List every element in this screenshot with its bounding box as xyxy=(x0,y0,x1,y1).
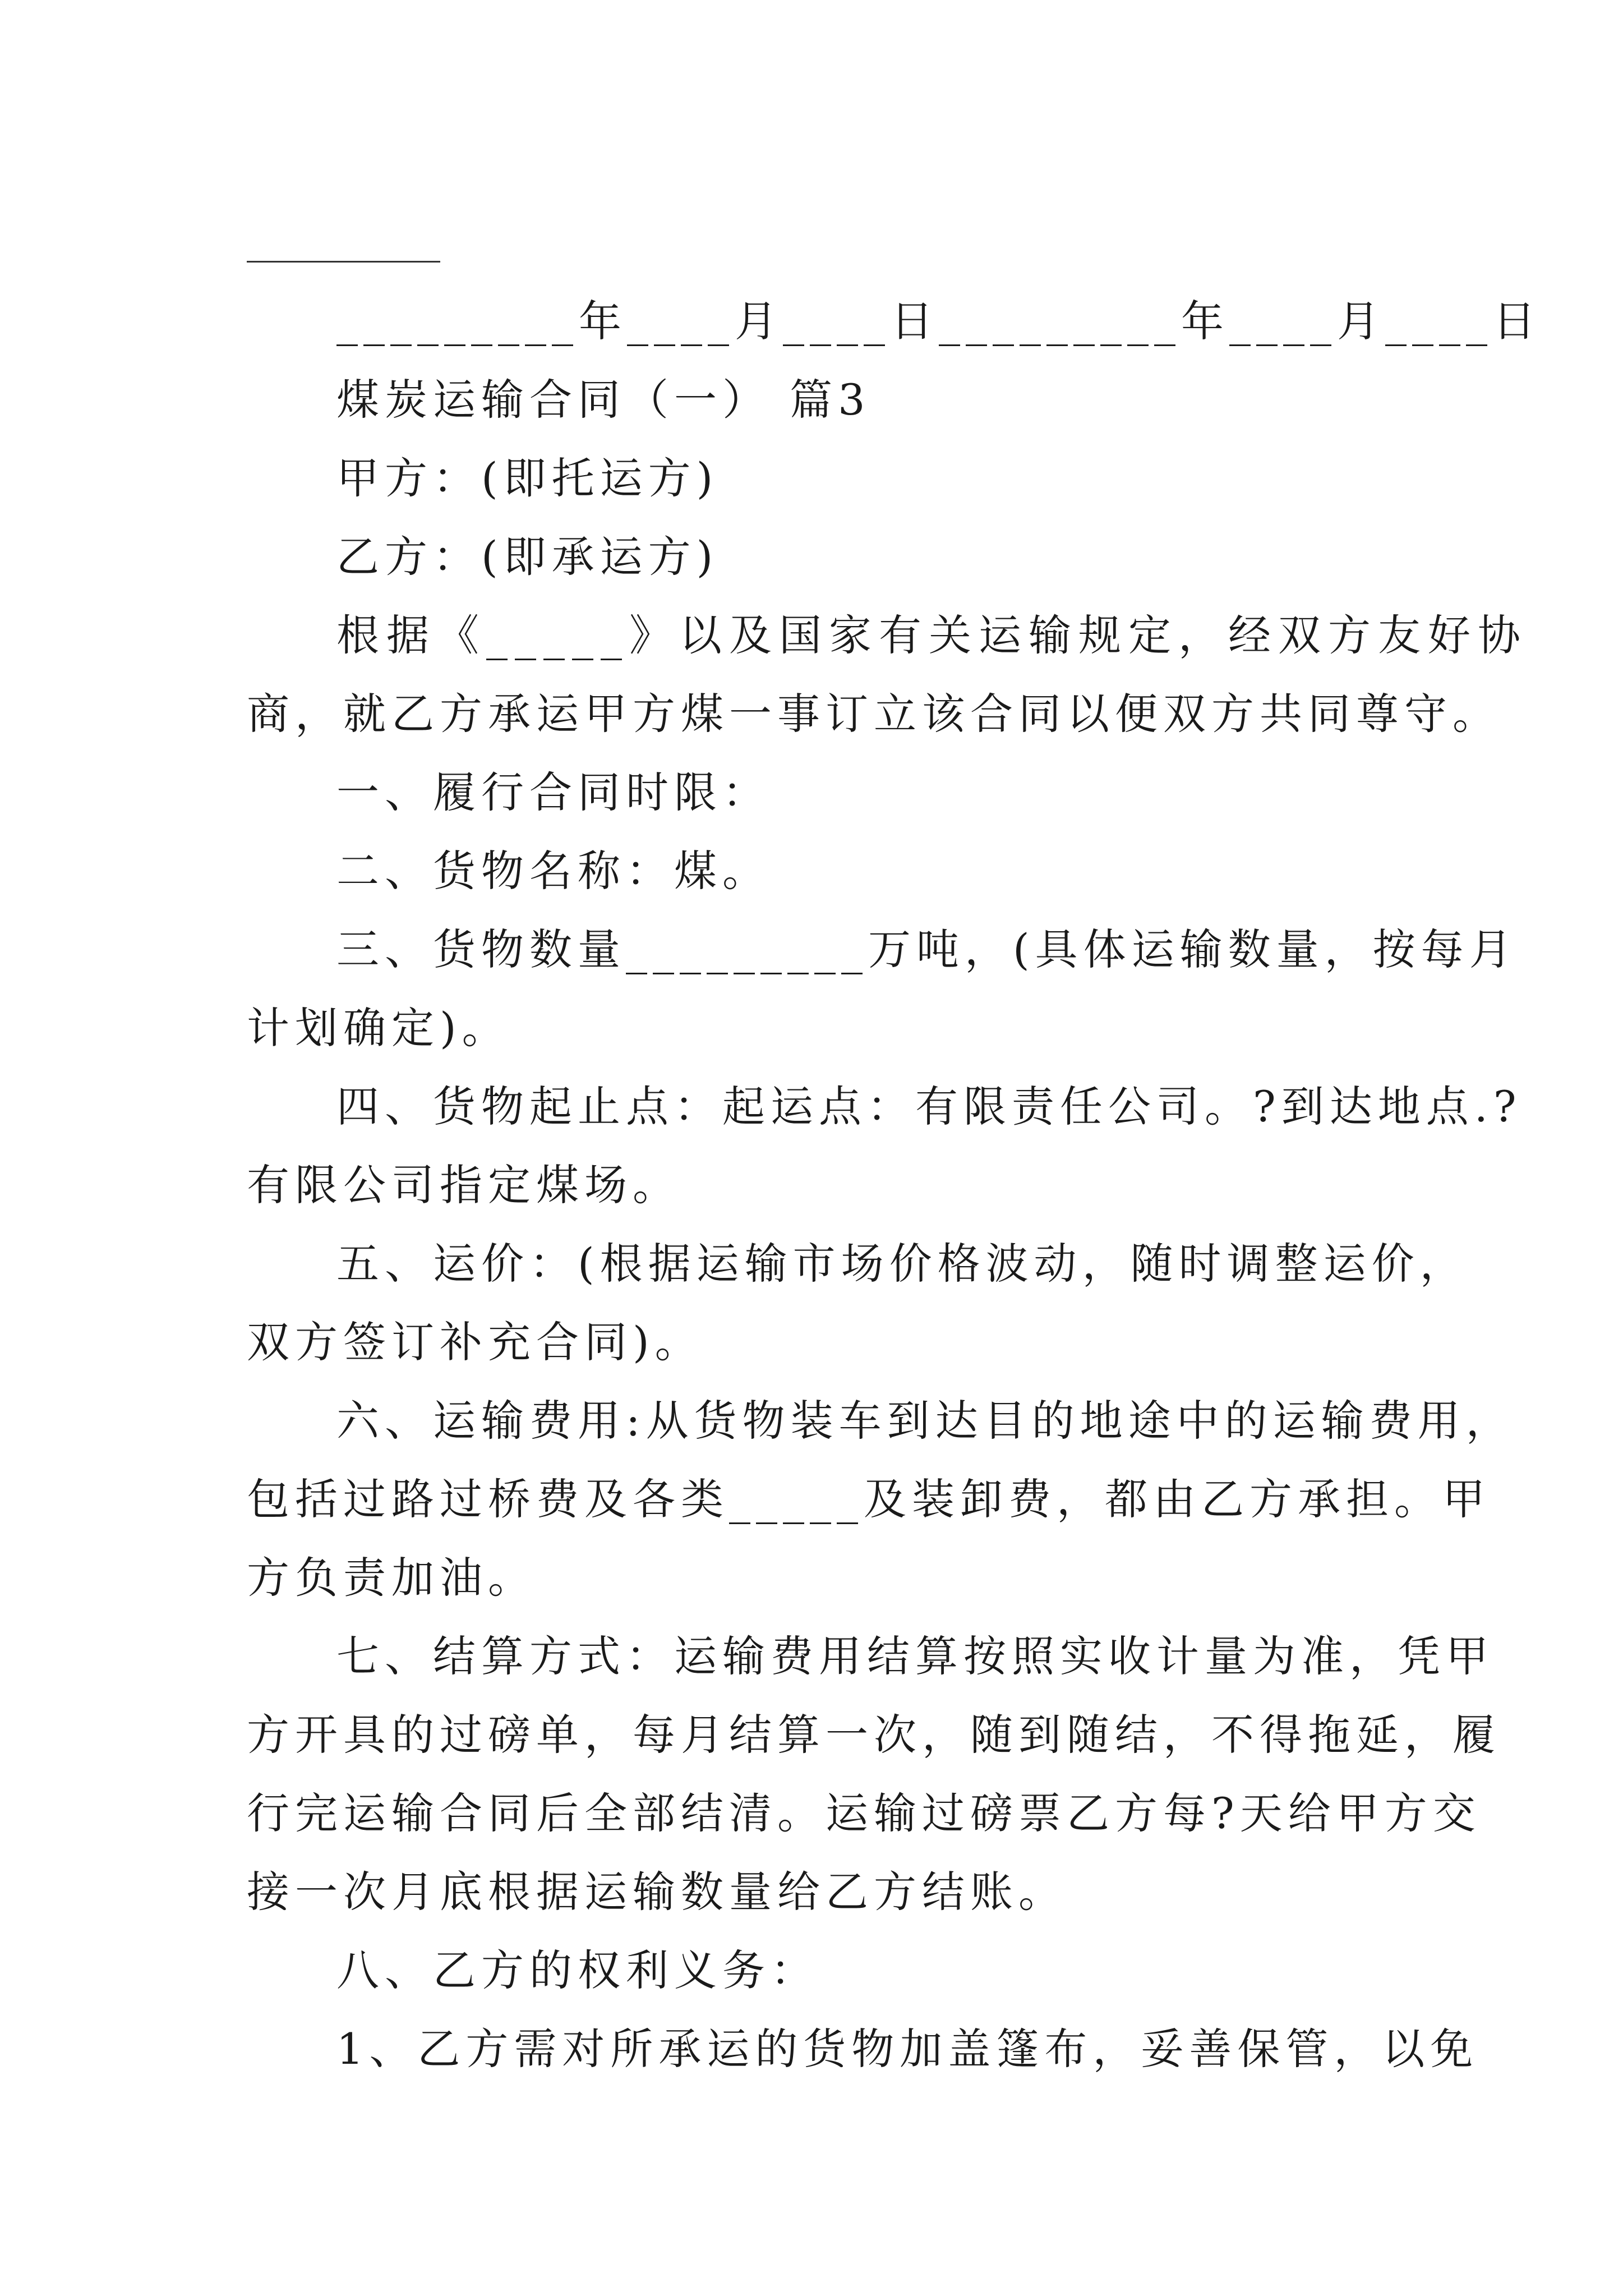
party-b: 乙方：(即承运方) xyxy=(336,532,719,582)
clause-3-line-1: 三、货物数量_________万吨，(具体运输数量，按每月 xyxy=(336,924,1518,974)
preamble-line-2: 商，就乙方承运甲方煤一事订立该合同以便双方共同尊守。 xyxy=(247,689,1501,739)
clause-7-line-2: 方开具的过磅单，每月结算一次，随到随结，不得拖延，履 xyxy=(247,1710,1501,1760)
clause-1: 一、履行合同时限： xyxy=(336,767,771,817)
clause-3-line-2: 计划确定)。 xyxy=(247,1003,510,1053)
party-a: 甲方：(即托运方) xyxy=(336,453,719,503)
clause-5-line-1: 五、运价：(根据运输市场价格波动，随时调整运价， xyxy=(336,1239,1468,1289)
clause-8-heading: 八、乙方的权利义务： xyxy=(336,1945,819,1995)
clause-2: 二、货物名称：煤。 xyxy=(336,846,771,896)
clause-7-line-4: 接一次月底根据运输数量给乙方结账。 xyxy=(247,1867,1067,1917)
top-rule xyxy=(247,261,440,263)
preamble-line-1: 根据《_____》以及国家有关运输规定，经双方友好协 xyxy=(336,610,1528,660)
clause-4-line-2: 有限公司指定煤场。 xyxy=(247,1160,681,1210)
clause-4-line-1: 四、货物起止点：起运点：有限责任公司。?到达地点.? xyxy=(336,1082,1522,1131)
contract-title: 煤炭运输合同（一） 篇3 xyxy=(336,375,871,425)
clause-7-line-1: 七、结算方式：运输费用结算按照实收计量为准，凭甲 xyxy=(336,1631,1494,1681)
clause-5-line-2: 双方签订补充合同)。 xyxy=(247,1317,703,1367)
date-line: _________年____月____日_________年____月____日 xyxy=(336,296,1541,346)
clause-6-line-2: 包括过路过桥费及各类_____及装卸费，都由乙方承担。甲 xyxy=(247,1474,1491,1524)
clause-6-line-3: 方负责加油。 xyxy=(247,1553,536,1603)
clause-7-line-3: 行完运输合同后全部结清。运输过磅票乙方每?天给甲方交 xyxy=(247,1788,1481,1838)
clause-8-item-1: 1、乙方需对所承运的货物加盖篷布，妥善保管，以免 xyxy=(336,2024,1479,2074)
clause-6-line-1: 六、运输费用:从货物装车到达目的地途中的运输费用， xyxy=(336,1396,1514,1446)
